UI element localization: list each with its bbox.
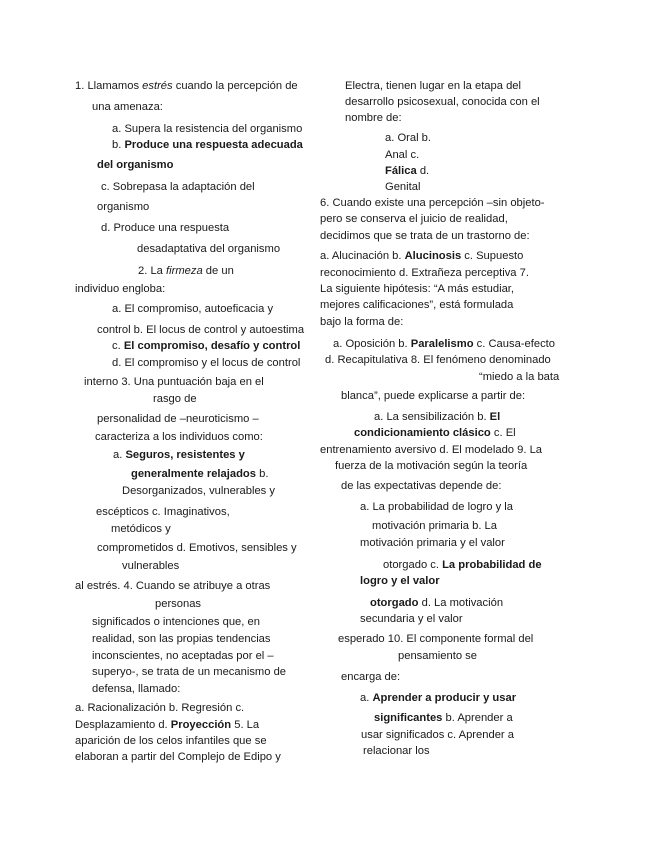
right-column-line [320, 315, 403, 329]
text-run: motivación primaria y el valor [360, 537, 505, 549]
text-run: mejores calificaciones”, está formulada [320, 299, 514, 311]
text-run: motivación primaria b. La [372, 520, 497, 532]
left-column-line [92, 615, 260, 629]
bold-text: La probabilidad de [442, 559, 542, 571]
text-run: fuerza de la motivación según la teoría [335, 460, 528, 472]
text-run: Genital [385, 181, 421, 193]
bold-text: Seguros, resistentes y [125, 449, 245, 461]
text-run: Desplazamiento d. [75, 719, 171, 731]
left-column-line [122, 484, 275, 498]
text-run: bajo la forma de: [320, 316, 404, 328]
text-run: esperado 10. El componente formal del [338, 633, 534, 645]
right-column-line [341, 479, 501, 493]
text-run: aparición de los celos infantiles que se [75, 735, 267, 747]
text-run: c. [112, 340, 124, 352]
right-column-line [360, 612, 463, 626]
text-run: comprometidos d. Emotivos, sensibles y [97, 542, 297, 554]
bold-text: Proyección [170, 719, 232, 731]
left-column-line [101, 180, 255, 194]
text-run: inconscientes, no aceptadas por el – [92, 650, 274, 662]
left-column-line [112, 138, 303, 152]
bold-text: Fálica [385, 165, 417, 177]
text-run: metódicos y [111, 523, 171, 535]
right-column-line [341, 389, 525, 403]
text-run: elaboran a partir del Complejo de Edipo y [75, 751, 281, 763]
left-column-line [75, 718, 259, 732]
right-column-line [360, 574, 440, 588]
text-run: d. Recapitulativa 8. El fenómeno denominado [325, 354, 551, 366]
text-run: a. Oposición b. [333, 338, 411, 350]
left-column-line [111, 522, 171, 536]
text-run: encarga de: [341, 671, 401, 683]
text-run: d. Produce una respuesta [101, 222, 230, 234]
text-run: a. Racionalización b. Regresión c. [75, 702, 245, 714]
text-run: superyo-, se trata de un mecanismo de [92, 666, 287, 678]
bold-text: El [489, 411, 501, 423]
right-column-line [320, 282, 514, 296]
right-column-line [360, 500, 513, 514]
left-column-line [92, 100, 163, 114]
bold-text: logro y el valor [360, 575, 440, 587]
text-run: a. Alucinación b. [320, 250, 405, 262]
bold-text: condicionamiento clásico [354, 427, 491, 439]
right-column-line [354, 426, 516, 440]
left-column-line [113, 448, 245, 462]
text-run: a. El compromiso, autoeficacia y [112, 303, 274, 315]
bold-text: Produce una respuesta adecuada [124, 139, 303, 151]
text-run: c. Supuesto [461, 250, 524, 262]
left-column-line [92, 665, 286, 679]
text-run: personalidad de –neuroticismo – [97, 413, 259, 425]
left-column-line [75, 701, 244, 715]
text-run: significados o intenciones que, en [92, 616, 260, 628]
left-column-line [75, 79, 298, 93]
text-run: a. Oral b. [385, 132, 432, 144]
text-run: otorgado c. [383, 559, 443, 571]
left-column-line [84, 375, 264, 389]
text-run: d. La motivación [418, 597, 504, 609]
left-column-line [97, 158, 173, 172]
text-run: organismo [97, 201, 150, 213]
bold-text: generalmente relajados [131, 468, 256, 480]
left-column-line [155, 597, 201, 611]
left-column-line [138, 264, 234, 278]
text-run: al estrés. 4. Cuando se atribuye a otras [75, 580, 271, 592]
left-column-line [97, 200, 149, 214]
right-column-line [320, 266, 529, 280]
left-column-line [92, 632, 271, 646]
right-column-line [385, 148, 419, 162]
left-column-line [75, 750, 281, 764]
right-column-line [383, 558, 542, 572]
text-run: control b. El locus de control y autoestima [97, 324, 305, 336]
text-run: b. Aprender a [442, 712, 513, 724]
text-run: b. [255, 468, 269, 480]
text-run: 1. Llamamos [75, 80, 143, 92]
text-run: pero se conserva el juicio de realidad, [320, 213, 508, 225]
right-column-line [320, 212, 508, 226]
left-column-line [112, 339, 300, 353]
text-run: blanca”, puede explicarse a partir de: [341, 390, 526, 402]
left-column-line [92, 649, 274, 663]
right-column-line [345, 79, 521, 93]
text-run: Desorganizados, vulnerables y [122, 485, 275, 497]
text-run: de un [202, 265, 234, 277]
text-run: c. El [490, 427, 516, 439]
left-column-line [97, 323, 304, 337]
text-run: vulnerables [122, 560, 180, 572]
text-run: personas [155, 598, 202, 610]
left-column-line [112, 122, 302, 136]
left-column-line [97, 412, 259, 426]
right-column-line [385, 131, 431, 145]
right-column-line [360, 691, 516, 705]
text-run: reconocimiento d. Extrañeza perceptiva 7. [320, 267, 529, 279]
right-column-line [325, 353, 551, 367]
left-column-line [96, 505, 230, 519]
bold-text: El compromiso, desafío y control [123, 340, 301, 352]
text-run: b. [112, 139, 125, 151]
text-run: decidimos que se trata de un trastorno de: [320, 230, 530, 242]
right-column-line [338, 632, 533, 646]
text-run: escépticos c. Imaginativos, [96, 506, 230, 518]
text-run: rasgo de [153, 393, 197, 405]
text-run: a. [113, 449, 126, 461]
text-run: 2. La [138, 265, 166, 277]
text-run: a. La probabilidad de logro y la [360, 501, 514, 513]
text-run: a. La sensibilización b. [374, 411, 490, 423]
left-column-line [75, 282, 165, 296]
right-column-line [374, 711, 513, 725]
text-run: entrenamiento aversivo d. El modelado 9. La [320, 444, 543, 456]
left-column-line [153, 392, 197, 406]
right-column-line [385, 180, 420, 194]
left-column-line [131, 467, 268, 481]
left-column-line [137, 242, 280, 256]
right-column-line [320, 229, 530, 243]
bold-text: del organismo [97, 159, 174, 171]
text-run: realidad, son las propias tendencias [92, 633, 271, 645]
text-run: secundaria y el valor [360, 613, 463, 625]
left-column-line [122, 559, 179, 573]
bold-text: Aprender a producir y usar [372, 692, 517, 704]
right-column-line [370, 596, 503, 610]
left-column-line [92, 682, 180, 696]
left-column-line [75, 579, 270, 593]
right-column-line [345, 111, 402, 125]
text-run: a. [360, 692, 373, 704]
bold-text: Alucinosis [404, 250, 462, 262]
text-run: caracteriza a los individuos como: [95, 431, 263, 443]
text-run: individuo engloba: [75, 283, 166, 295]
right-column-line [320, 249, 523, 263]
italic-text: firmeza [166, 265, 203, 277]
text-run: La siguiente hipótesis: “A más estudiar, [320, 283, 515, 295]
text-run: c. Causa-efecto [473, 338, 556, 350]
right-column-line [360, 536, 505, 550]
text-run: Anal c. [385, 149, 420, 161]
right-column-line [320, 443, 542, 457]
text-run: d. [416, 165, 430, 177]
right-column-line [363, 744, 430, 758]
text-run: cuando la percepción de [172, 80, 298, 92]
bold-text: Paralelismo [410, 338, 474, 350]
bold-text: otorgado [370, 597, 419, 609]
text-run: de las expectativas depende de: [341, 480, 502, 492]
text-run: “miedo a la bata [479, 371, 560, 383]
right-column-line [372, 519, 497, 533]
right-column-line [341, 670, 400, 684]
right-column-line [361, 728, 514, 742]
text-run: desadaptativa del organismo [137, 243, 281, 255]
text-run: defensa, llamado: [92, 683, 181, 695]
right-column-line [345, 95, 540, 109]
bold-text: significantes [374, 712, 443, 724]
left-column-line [97, 541, 297, 555]
text-run: una amenaza: [92, 101, 163, 113]
right-column-line [333, 337, 555, 351]
right-column-line [385, 164, 429, 178]
text-run: desarrollo psicosexual, conocida con el [345, 96, 540, 108]
left-column-line [95, 430, 263, 444]
text-run: 6. Cuando existe una percepción –sin objeto- [320, 197, 545, 209]
right-column-line [374, 410, 500, 424]
left-column-line [75, 734, 267, 748]
right-column-line [320, 298, 513, 312]
text-run: a. Supera la resistencia del organismo [112, 123, 303, 135]
text-run: d. El compromiso y el locus de control [112, 357, 301, 369]
text-run: nombre de: [345, 112, 402, 124]
text-run: pensamiento se [398, 650, 477, 662]
left-column-line [112, 302, 273, 316]
italic-text: estrés [142, 80, 173, 92]
right-column-line [398, 649, 477, 663]
text-run: usar significados c. Aprender a [361, 729, 514, 741]
text-run: c. Sobrepasa la adaptación del [101, 181, 255, 193]
text-run: Electra, tienen lugar en la etapa del [345, 80, 522, 92]
text-run: 5. La [231, 719, 260, 731]
right-column-line [479, 370, 559, 384]
left-column-line [101, 221, 229, 235]
right-column-line [335, 459, 527, 473]
text-run: interno 3. Una puntuación baja en el [84, 376, 264, 388]
text-run: relacionar los [363, 745, 430, 757]
right-column-line [320, 196, 545, 210]
left-column-line [112, 356, 300, 370]
